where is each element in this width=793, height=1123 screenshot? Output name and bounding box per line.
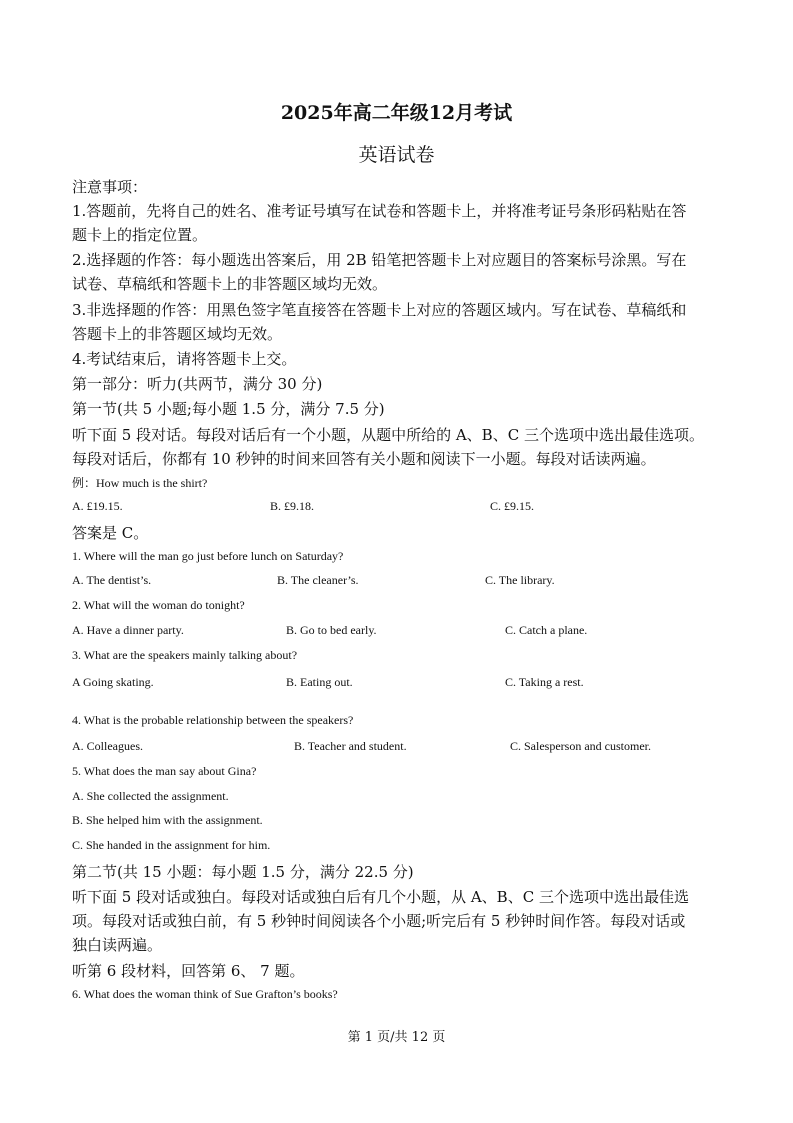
q4-option-c: C. Salesperson and customer. — [510, 739, 651, 753]
notice-line-1a: 1.答题前，先将自己的姓名、准考证号填写在试卷和答题卡上，并将准考证号条形码粘贴在答 — [72, 202, 687, 220]
section2-instruction-2: 项。每段对话或独白前，有 5 秒钟时间阅读各个小题;听完后有 5 秒钟时间作答。每段对话或 — [72, 912, 686, 930]
q1-option-c: C. The library. — [485, 573, 555, 587]
notice-line-2b: 试卷、草稿纸和答题卡上的非答题区域均无效。 — [72, 275, 388, 293]
notice-line-3b: 答题卡上的非答题区域均无效。 — [72, 325, 283, 343]
q5-option-b: B. She helped him with the assignment. — [72, 813, 263, 827]
question-2: 2. What will the woman do tonight? — [72, 598, 245, 612]
example-option-a: A. £19.15. — [72, 499, 123, 513]
notice-heading: 注意事项： — [72, 178, 148, 196]
section1-instruction-1: 听下面 5 段对话。每段对话后有一个小题，从题中所给的 A、B、C 三个选项中选出最佳选项。 — [72, 426, 704, 444]
question-5: 5. What does the man say about Gina? — [72, 764, 257, 778]
q1-option-a: A. The dentist’s. — [72, 573, 152, 587]
question-1: 1. Where will the man go just before lunch on Saturday? — [72, 549, 344, 563]
q4-option-b: B. Teacher and student. — [294, 739, 407, 753]
material-6-heading: 听第 6 段材料，回答第 6、 7 题。 — [72, 962, 305, 980]
question-3: 3. What are the speakers mainly talking about? — [72, 648, 298, 662]
section1-instruction-2: 每段对话后，你都有 10 秒钟的时间来回答有关小题和阅读下一小题。每段对话读两遍。 — [72, 450, 656, 468]
q5-option-c: C. She handed in the assignment for him. — [72, 838, 271, 852]
exam-subtitle: 英语试卷 — [358, 144, 435, 166]
q5-option-a: A. She collected the assignment. — [72, 789, 229, 803]
example-question: 例：How much is the shirt? — [72, 476, 208, 490]
q2-option-c: C. Catch a plane. — [505, 623, 588, 637]
exam-title: 2025年高二年级12月考试 — [280, 102, 513, 124]
notice-line-4: 4.考试结束后，请将答题卡上交。 — [72, 350, 297, 368]
section1-heading: 第一节(共 5 小题;每小题 1.5 分，满分 7.5 分) — [72, 400, 385, 418]
q4-option-a: A. Colleagues. — [72, 739, 143, 753]
q1-option-b: B. The cleaner’s. — [277, 573, 359, 587]
example-answer: 答案是 C。 — [72, 524, 149, 542]
notice-line-1b: 题卡上的指定位置。 — [72, 226, 208, 244]
example-option-b: B. £9.18. — [270, 499, 315, 513]
notice-line-3a: 3.非选择题的作答：用黑色签字笔直接答在答题卡上对应的答题区域内。写在试卷、草稿纸和 — [72, 301, 687, 319]
section2-instruction-3: 独白读两遍。 — [72, 936, 163, 954]
section2-instruction-1: 听下面 5 段对话或独白。每段对话或独白后有几个小题，从 A、B、C 三个选项中选出最佳选 — [72, 888, 689, 906]
q3-option-a: A Going skating. — [72, 675, 154, 689]
q3-option-b: B. Eating out. — [286, 675, 353, 689]
page-number: 第 1 页/共 12 页 — [347, 1030, 446, 1045]
question-4: 4. What is the probable relationship between the speakers? — [72, 713, 354, 727]
q3-option-c: C. Taking a rest. — [505, 675, 584, 689]
example-option-c: C. £9.15. — [490, 499, 535, 513]
section2-heading: 第二节(共 15 小题：每小题 1.5 分，满分 22.5 分) — [72, 863, 414, 881]
part1-heading: 第一部分：听力(共两节，满分 30 分) — [72, 375, 323, 393]
q2-option-a: A. Have a dinner party. — [72, 623, 184, 637]
question-6: 6. What does the woman think of Sue Grafton’s books? — [72, 987, 338, 1001]
q2-option-b: B. Go to bed early. — [286, 623, 377, 637]
notice-line-2a: 2.选择题的作答：每小题选出答案后，用 2B 铅笔把答题卡上对应题目的答案标号涂黑。写在 — [72, 251, 687, 269]
